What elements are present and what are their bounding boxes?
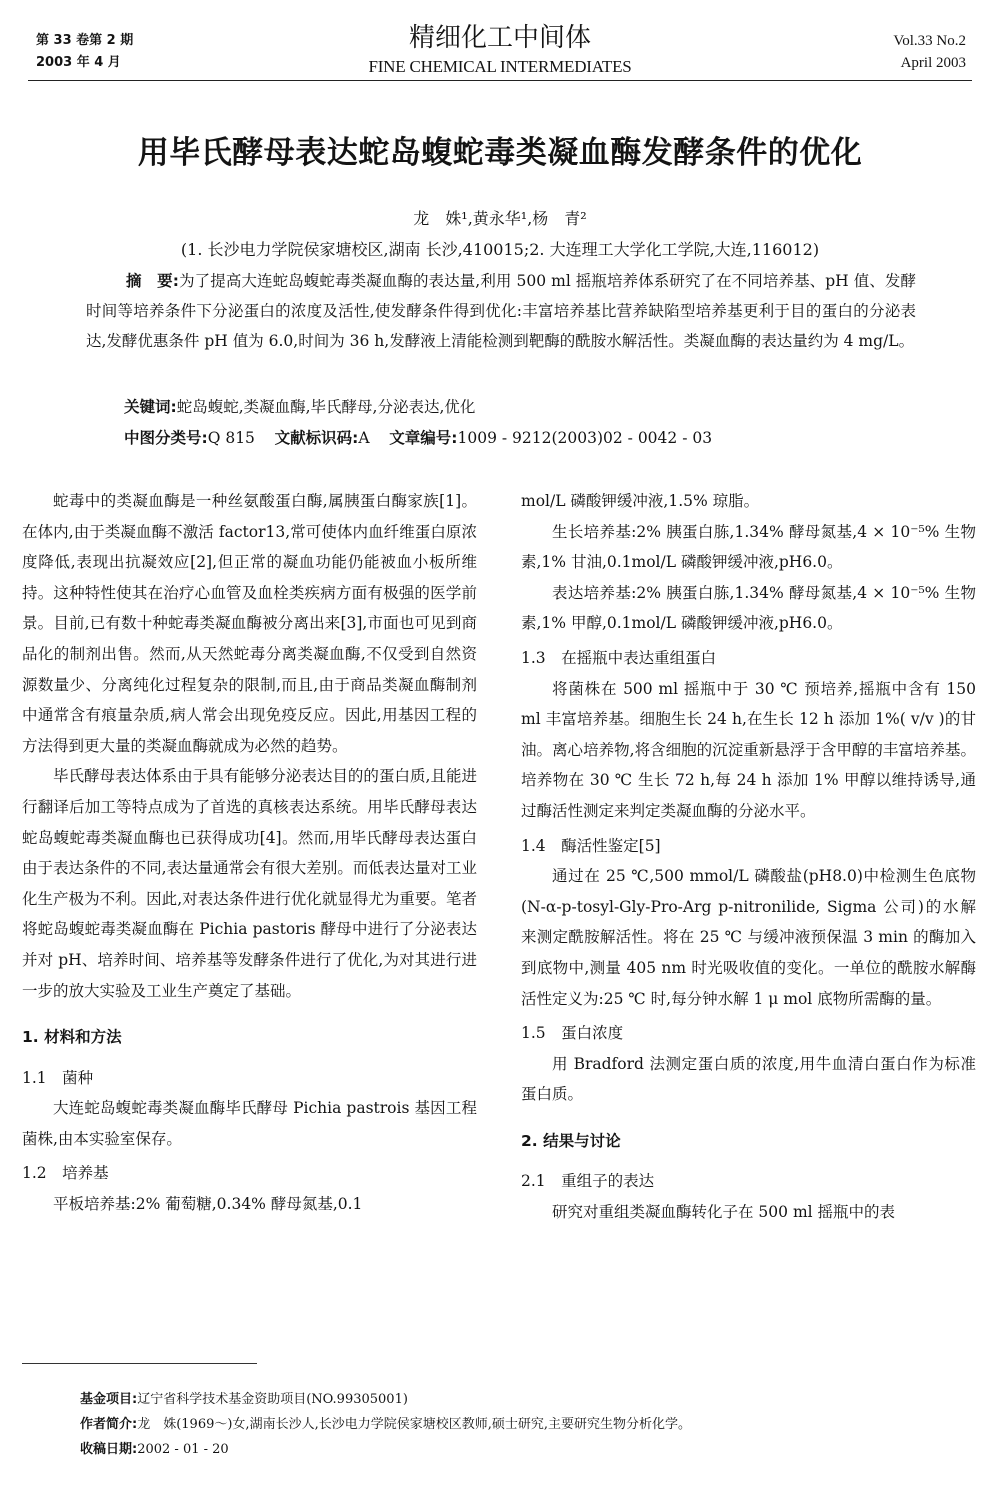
journal-issue-info-en	[893, 30, 966, 74]
publication-date-en: April 2003	[900, 55, 966, 71]
author-bio-text: 龙 姝(1969～)女,湖南长沙人,长沙电力学院侯家塘校区教师,硕士研究,主要研究生物分析化学。	[137, 1417, 691, 1432]
funding-text: 辽宁省科学技术基金资助项目(NO.99305001)	[137, 1392, 408, 1407]
clc-label: 中图分类号:	[124, 429, 208, 447]
subsection-heading: 2.1 重组子的表达	[521, 1172, 655, 1191]
abstract-text: 为了提高大连蛇岛蝮蛇毒类凝血酶的表达量,利用 500 ml 摇瓶培养体系研究了在不同培养基、pH 值、发酵时间等培养条件下分泌蛋白的浓度及活性,使发酵条件得到优化:丰富培养基比营养缺陷型培养基更利于目的蛋白的分泌表达,发酵优惠条件 pH 值为 6.0,时间为 36 h,发酵液上清能检测到靶酶的酰胺水解活性。类凝血酶的表达量约为 4 mg/L。	[86, 272, 916, 351]
keywords-label: 关键词:	[124, 398, 177, 416]
paragraph: mol/L 磷酸钾缓冲液,1.5% 琼脂。	[521, 492, 760, 510]
body-column-left	[22, 486, 477, 1220]
abstract-label: 摘 要:	[126, 272, 179, 290]
footnote-divider	[22, 1363, 257, 1364]
author-bio-label: 作者简介:	[80, 1417, 138, 1432]
subsection-heading: 1.2 培养基	[22, 1164, 109, 1183]
journal-title-en: FINE CHEMICAL INTERMEDIATES	[368, 57, 632, 76]
doc-code-label: 文献标识码:	[274, 429, 359, 447]
abstract	[86, 266, 916, 357]
journal-issue-info	[36, 30, 133, 74]
keywords-text: 蛇岛蝮蛇,类凝血酶,毕氏酵母,分泌表达,优化	[176, 398, 476, 416]
clc-value: Q 815	[207, 429, 255, 447]
funding-note	[80, 1387, 960, 1412]
paragraph: 毕氏酵母表达体系由于具有能够分泌表达目的的蛋白质,且能进行翻译后加工等特点成为了首选的真核表达系统。用毕氏酵母表达蛇岛蝮蛇毒类凝血酶也已获得成功[4]。然而,用毕氏酵母表达蛋白由于表达条件的不同,表达量通常会有很大差别。而低表达量对工业化生产极为不利。因此,对表达条件进行优化就显得尤为重要。笔者将蛇岛蝮蛇毒类凝血酶在 Pichia pastoris 酵母中进行了分泌表达并对 pH、培养时间、培养基等发酵条件进行了优化,为对其进行进一步的放大实验及工业生产奠定了基础。	[22, 767, 477, 1000]
publication-date: 2003 年 4 月	[36, 55, 121, 70]
journal-title-cn: 精细化工中间体	[408, 23, 591, 53]
body-column-right	[521, 486, 976, 1228]
keywords	[124, 393, 924, 421]
paragraph: 研究对重组类凝血酶转化子在 500 ml 摇瓶中的表	[552, 1203, 896, 1222]
article-number-label: 文章编号:	[389, 429, 458, 447]
subsection-heading: 1.5 蛋白浓度	[521, 1024, 624, 1043]
paragraph: 通过在 25 ℃,500 mmol/L 磷酸盐(pH8.0)中检测生色底物(N-α-p-tosyl-Gly-Pro-Arg p-nitronilide, Sigma 公司)的水解来测定酰胺解活性。将在 25 ℃ 与缓冲液预保温 3 min 的酶加入到底物中,测量 405 nm 时光吸收值的变化。一单位的酰胺水解酶活性定义为:25 ℃ 时,每分钟水解 1 μ mol 底物所需酶的量。	[521, 867, 976, 1008]
doc-code-value: A	[358, 429, 370, 447]
paragraph: 大连蛇岛蝮蛇毒类凝血酶毕氏酵母 Pichia pastrois 基因工程菌株,由本实验室保存。	[22, 1099, 477, 1148]
footnotes	[80, 1387, 960, 1462]
volume-issue-en: Vol.33 No.2	[893, 33, 966, 49]
received-date-label: 收稿日期:	[80, 1442, 138, 1457]
affiliations: (1. 长沙电力学院侯家塘校区,湖南 长沙,410015;2. 大连理工大学化工学院,大连,116012)	[180, 240, 820, 259]
paragraph: 用 Bradford 法测定蛋白质的浓度,用牛血清白蛋白作为标准蛋白质。	[521, 1054, 976, 1104]
author-bio-note	[80, 1412, 960, 1437]
section-heading: 2. 结果与讨论	[521, 1131, 621, 1150]
paragraph: 生长培养基:2% 胰蛋白胨,1.34% 酵母氮基,4 × 10⁻⁵% 生物素,1% 甘油,0.1mol/L 磷酸钾缓冲液,pH6.0。	[521, 522, 976, 572]
paragraph: 平板培养基:2% 葡萄糖,0.34% 酵母氮基,0.1	[53, 1195, 363, 1214]
paragraph: 将菌株在 500 ml 摇瓶中于 30 ℃ 预培养,摇瓶中含有 150 ml 丰富培养基。细胞生长 24 h,在生长 12 h 添加 1%( v/v )的甘油。离心培养物,将含细胞的沉淀重新悬浮于含甲醇的丰富培养基。培养物在 30 ℃ 生长 72 h,每 24 h 添加 1% 甲醇以维持诱导,通过酶活性测定来判定类凝血酶的分泌水平。	[521, 679, 976, 820]
volume-issue: 第 33 卷第 2 期	[36, 33, 134, 48]
received-date-note	[80, 1437, 960, 1462]
paragraph: 蛇毒中的类凝血酶是一种丝氨酸蛋白酶,属胰蛋白酶家族[1]。在体内,由于类凝血酶不激活 factor13,常可使体内血纤维蛋白原浓度降低,表现出抗凝效应[2],但正常的凝血功能仍能被血小板所维持。这种特性使其在治疗心血管及血栓类疾病方面有极强的医学前景。目前,已有数十种蛇毒类凝血酶被分离出来[3],市面也可见到商品化的制剂出售。然而,从天然蛇毒分离类凝血酶,不仅受到自然资源数量少、分离纯化过程复杂的限制,而且,由于商品类凝血酶制剂中通常含有痕量杂质,病人常会出现免疫反应。因此,用基因工程的方法得到更大量的类凝血酶就成为必然的趋势。	[22, 492, 477, 755]
section-heading: 1. 材料和方法	[22, 1028, 122, 1047]
author-list: 龙 姝¹,黄永华¹,杨 青²	[413, 209, 587, 228]
header-divider	[28, 80, 972, 81]
article-number-value: 1009 - 9212(2003)02 - 0042 - 03	[457, 429, 713, 447]
paper-title: 用毕氏酵母表达蛇岛蝮蛇毒类凝血酶发酵条件的优化	[137, 135, 863, 171]
subsection-heading: 1.1 菌种	[22, 1068, 94, 1087]
funding-label: 基金项目:	[80, 1392, 138, 1407]
subsection-heading: 1.4 酶活性鉴定[5]	[521, 836, 661, 855]
journal-masthead	[300, 20, 700, 78]
paragraph: 表达培养基:2% 胰蛋白胨,1.34% 酵母氮基,4 × 10⁻⁵% 生物素,1% 甲醇,0.1mol/L 磷酸钾缓冲液,pH6.0。	[521, 583, 976, 633]
subsection-heading: 1.3 在摇瓶中表达重组蛋白	[521, 648, 717, 667]
received-date-text: 2002 - 01 - 20	[137, 1442, 229, 1457]
classification-line	[124, 424, 924, 452]
